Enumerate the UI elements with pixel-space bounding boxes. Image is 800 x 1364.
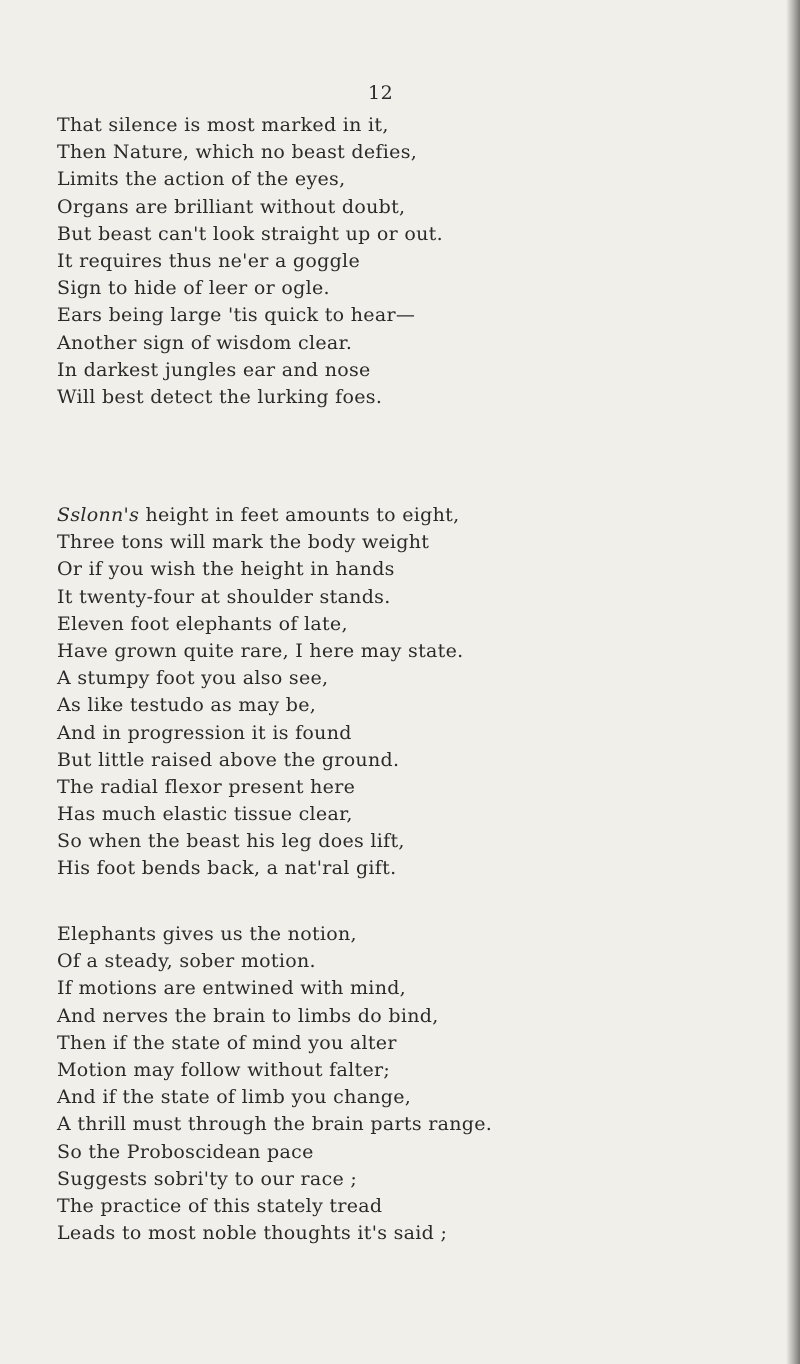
- verse-line: A thrill must through the brain parts range.: [57, 1113, 493, 1136]
- verse-line: Another sign of wisdom clear.: [57, 331, 353, 354]
- verse-line: Suggests sobri'ty to our race ;: [57, 1167, 358, 1190]
- verse-line: Elephants gives us the notion,: [57, 923, 357, 945]
- verse-line: And in progression it is found: [57, 721, 352, 744]
- stanza-1: [57, 112, 443, 411]
- verse-line: So the Proboscidean pace: [57, 1140, 314, 1163]
- verse-line: Of a steady, sober motion.: [57, 950, 316, 973]
- verse-line: The radial flexor present here: [57, 775, 356, 798]
- verse-line: But little raised above the ground.: [57, 748, 400, 771]
- verse-line: Leads to most noble thoughts it's said ;: [57, 1222, 448, 1245]
- stanza-3: [57, 921, 492, 1247]
- verse-line: So when the beast his leg does lift,: [57, 830, 405, 853]
- verse-line-rest: height in feet amounts to eight,: [139, 504, 460, 526]
- verse-line: Ears being large 'tis quick to hear—: [57, 304, 416, 327]
- verse-line: And nerves the brain to limbs do bind,: [57, 1004, 439, 1027]
- verse-line: And if the state of limb you change,: [57, 1086, 412, 1109]
- verse-line: Will best detect the lurking foes.: [57, 385, 383, 408]
- verse-line: If motions are entwined with mind,: [57, 977, 407, 1000]
- verse-line: Motion may follow without falter;: [57, 1058, 391, 1081]
- verse-line: As like testudo as may be,: [57, 694, 317, 717]
- italic-name: Sslonn's: [57, 504, 140, 526]
- verse-line: Has much elastic tissue clear,: [57, 803, 353, 826]
- verse-line: It requires thus ne'er a goggle: [57, 249, 360, 272]
- verse-line: Or if you wish the height in hands: [57, 558, 395, 581]
- verse-line: Organs are brilliant without doubt,: [57, 195, 406, 218]
- stanza-2: [57, 502, 464, 883]
- verse-line: Sign to hide of leer or ogle.: [57, 277, 330, 300]
- verse-line: Then Nature, which no beast defies,: [57, 141, 418, 164]
- verse-line: Three tons will mark the body weight: [57, 531, 430, 554]
- verse-line: Limits the action of the eyes,: [57, 168, 346, 191]
- verse-line: His foot bends back, a nat'ral gift.: [57, 857, 397, 880]
- verse-line: But beast can't look straight up or out.: [57, 222, 443, 245]
- verse-line-first: [57, 502, 464, 529]
- verse-line: A stumpy foot you also see,: [57, 667, 329, 690]
- verse-line: It twenty-four at shoulder stands.: [57, 585, 391, 608]
- verse-line: Eleven foot elephants of late,: [57, 612, 348, 635]
- verse-line: Have grown quite rare, I here may state.: [57, 639, 464, 662]
- page-edge-shadow: [786, 0, 800, 1364]
- verse-line: The practice of this stately tread: [57, 1194, 383, 1217]
- page-number: 12: [368, 82, 394, 104]
- verse-line: Then if the state of mind you alter: [57, 1031, 397, 1054]
- verse-line: That silence is most marked in it,: [57, 114, 389, 136]
- verse-line: In darkest jungles ear and nose: [57, 358, 371, 381]
